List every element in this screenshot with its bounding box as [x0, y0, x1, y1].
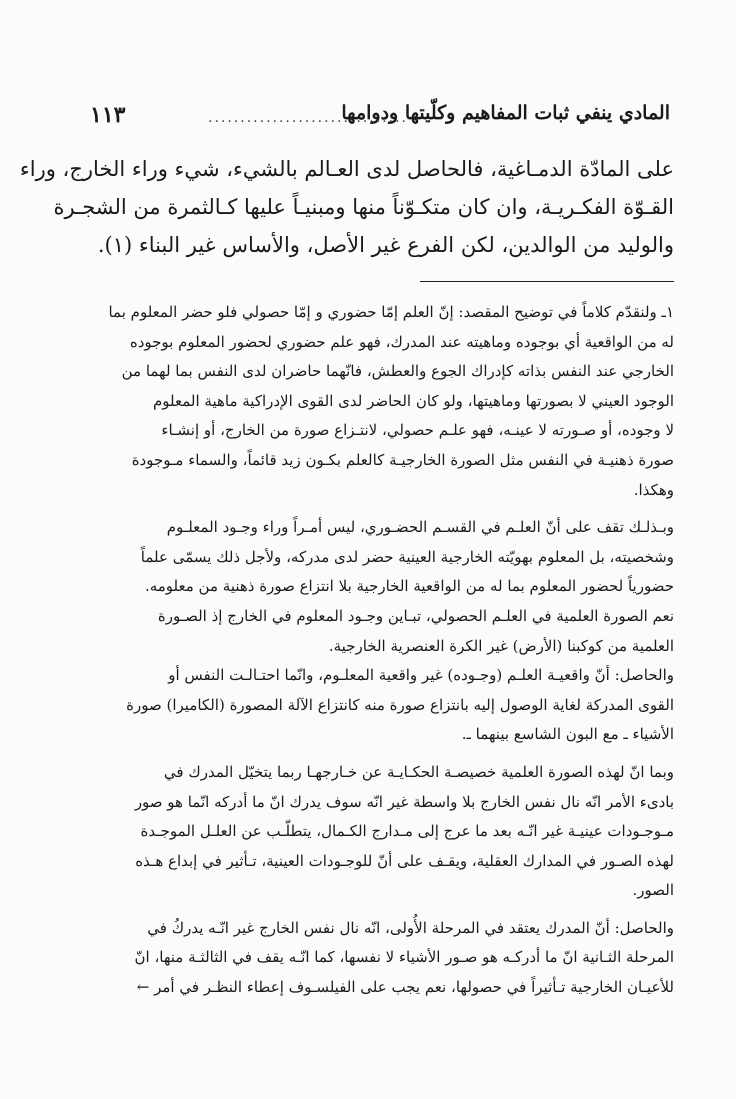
main-text-line: القـوّة الفكـريـة، وان كان متكـوّناً منها ومبنيـاً عليها كـالثمرة من الشجـرة: [53, 195, 674, 219]
footnote-line: القوى المدركة لغاية الوصول إليه بانتزاع صورة منه كانتزاع الآلة المصورة (الكاميرا) صورة: [126, 695, 674, 714]
footnote-line: لا وجوده، أو صـورته لا عينـه، فهو علـم حصولي، لانتـزاع صورة من الخارج، أو إنشـاء: [161, 421, 674, 440]
footnote-line: ١ـ ولنقدّم كلاماً في توضيح المقصد: إنّ العلم إمّا حضوري و إمّا حصولي فلو حضر المعلوم بما: [108, 303, 674, 321]
footnote-paragraph: [90, 661, 674, 750]
footnote-separator-rule: [420, 281, 674, 282]
footnote-paragraph: [90, 298, 674, 505]
footnote-line: المرحلة الثـانية انّ ما أدركـه هو صـور الأشياء لا نفسها، كما انّـه يقف في الثالثـة منها، انّ: [134, 948, 674, 967]
paragraph-gap: [90, 906, 674, 914]
footnote-line: نعم الصورة العلمية في العلـم الحصولي، تبـاين وجـود المعلوم في الخارج إذ الصـورة: [157, 606, 674, 625]
footnote-line: الصور.: [632, 881, 674, 900]
header-dot-leader: ...............................: [208, 110, 408, 126]
main-text: [19, 150, 674, 264]
footnote-line: الأشياء ـ مع البون الشاسع بينهما ـ.: [461, 725, 674, 744]
page-number: ١١٣: [90, 102, 126, 128]
paragraph-gap: [90, 750, 674, 758]
main-text-line: والوليد من الوالدين، لكن الفرع غير الأصل، والأساس غير البناء (١).: [97, 233, 674, 257]
footnote-line: والحاصل: أنّ المدرك يعتقد في المرحلة الأُولى، انّه نال نفس الخارج غير انّـه يدركُ في: [147, 918, 674, 937]
footnote-line: للأعيـان الخارجية تـأثيراً في حصولها، نعم يجب على الفيلسـوف إعطاء النظـر في أمر ←: [136, 978, 674, 997]
footnote-line: لهذه الصـور في المدارك العقلية، ويقـف على أنّ للوجـودات العينية، تـأثير في إبداع هـذه: [135, 851, 674, 870]
footnote-line: مـوجـودات عينيـة غير انّـه بعد ما عرج إلى مـدارج الكـمال، يتطلّـب عن العلـل الموجـدة: [140, 822, 674, 841]
footnote-paragraph: [90, 914, 674, 1003]
footnote-line: حضورياً لحضور المعلوم بما له من الواقعية الخارجية بلا انتزاع صورة ذهنية من معلومه.: [144, 577, 674, 596]
paragraph-gap: [90, 505, 674, 513]
page-header: [90, 102, 670, 142]
footnote-line: وبـذلـك تقف على أنّ العلـم في القسـم الحضـوري، ليس أمـراً وراء وجـود المعلـوم: [166, 518, 674, 537]
running-title: المادي ينفي ثبات المفاهيم وكلّيتها ودوامها: [341, 102, 670, 124]
footnote-line: وبما انّ لهذه الصورة العلمية خصيصـة الحكـايـة عن خـارجهـا ربما يتخيّل المدرك في: [163, 762, 674, 781]
footnote-line: وهكذا.: [633, 480, 674, 499]
footnote-line: والحاصل: أنّ واقعيـة العلـم (وجـوده) غير واقعية المعلـوم، وانّما احتـالـت النفس أو: [168, 666, 674, 685]
footnote-line: وشخصيته، بل المعلوم بهويّته الخارجية العينية حضر لدى مدركه، ولأجل ذلك يسمّى علماً: [140, 547, 674, 566]
footnote-line: الخارجي عند النفس بذاته كإدراك الجوع والعطش، فانّهما حاضران لدى النفس بما لهما من: [121, 362, 674, 381]
footnote-line: له من الواقعية أي بوجوده وماهيته عند المدرك، فهو علم حضوري لحضور المعلوم بوجوده: [129, 332, 674, 351]
main-text-line: على المادّة الدمـاغية، فالحاصل لدى العـالم بالشيء، شيء وراء الخارج، وراء: [19, 157, 674, 181]
footnote-line: بادىء الأمر انّه نال نفس الخارج بلا واسطة غير انّه سوف يدرك انّ ما أدركه انّما هو صور: [134, 792, 674, 811]
footnote-line: العلمية من كوكبنا (الأرض) غير الكرة العنصرية الخارجية.: [328, 636, 674, 655]
footnotes: [90, 298, 674, 1003]
footnote-line: صورة ذهنيـة في النفس مثل الصورة الخارجيـة كالعلم بكـون زيد قائماً، والسماء مـوجودة: [131, 450, 674, 469]
footnote-paragraph: [90, 513, 674, 602]
footnote-paragraph: [90, 758, 674, 906]
footnote-paragraph: [90, 602, 674, 661]
footnote-line: الوجود العيني لا بصورتها وماهيتها، ولو كان الحاضر لدى القوى الإدراكية ماهية المعلوم: [152, 391, 674, 410]
